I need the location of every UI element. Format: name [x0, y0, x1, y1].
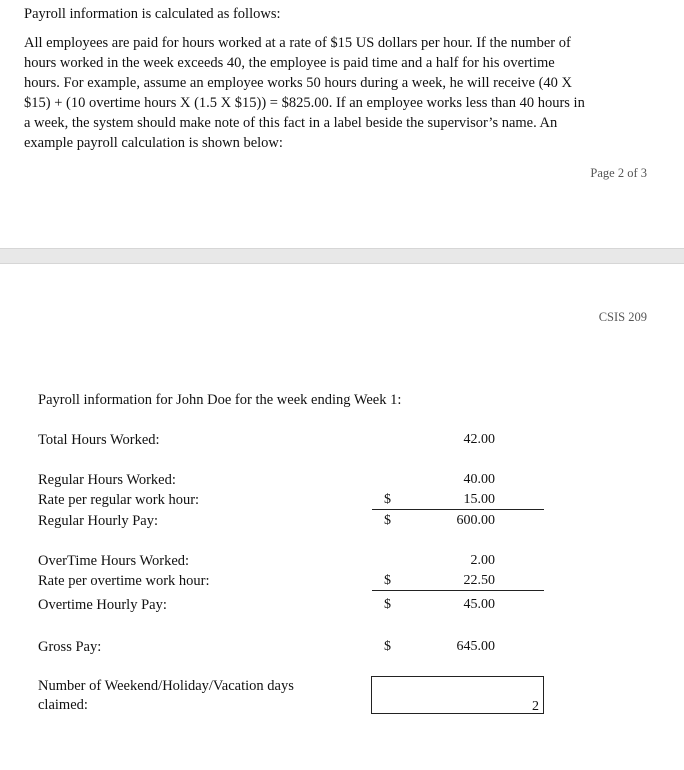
regular-pay-currency: $	[384, 513, 391, 528]
overtime-rate-value: 22.50	[463, 573, 495, 588]
overtime-pay-currency: $	[384, 597, 391, 612]
gross-pay-value: 645.00	[456, 639, 495, 654]
document-page-2	[0, 0, 684, 248]
paragraph-line: a week, the system should make note of this fact in a label beside the supervisor’s name. An	[24, 115, 558, 131]
total-hours-value: 42.00	[463, 432, 495, 447]
total-hours-label: Total Hours Worked:	[38, 432, 160, 448]
page-break-separator	[0, 248, 684, 264]
gross-pay-label: Gross Pay:	[38, 639, 102, 655]
regular-hours-value: 40.00	[463, 472, 495, 487]
regular-subtotal-rule	[372, 509, 544, 510]
payroll-description-paragraph	[24, 33, 654, 153]
regular-rate-label: Rate per regular work hour:	[38, 492, 200, 508]
claimed-days-label-line2: claimed:	[38, 697, 88, 713]
paragraph-line: All employees are paid for hours worked at a rate of $15 US dollars per hour. If the number of	[24, 35, 571, 51]
paragraph-line: hours. For example, assume an employee works 50 hours during a week, he will receive (40 X	[24, 75, 573, 91]
regular-rate-currency: $	[384, 492, 391, 507]
overtime-pay-label: Overtime Hourly Pay:	[38, 597, 167, 613]
overtime-pay-value: 45.00	[463, 597, 495, 612]
page-number-footer: Page 2 of 3	[590, 166, 647, 180]
regular-pay-value: 600.00	[456, 513, 495, 528]
overtime-subtotal-rule	[372, 590, 544, 591]
overtime-rate-label: Rate per overtime work hour:	[38, 573, 210, 589]
regular-rate-value: 15.00	[463, 492, 495, 507]
paragraph-line: hours worked in the week exceeds 40, the employee is paid time and a half for his overtime	[24, 55, 555, 71]
regular-pay-label: Regular Hourly Pay:	[38, 513, 159, 529]
gross-pay-currency: $	[384, 639, 391, 654]
claimed-days-field[interactable]	[371, 676, 544, 714]
overtime-rate-currency: $	[384, 573, 391, 588]
claimed-days-label-line1: Number of Weekend/Holiday/Vacation days	[38, 678, 294, 694]
paragraph-line: example payroll calculation is shown below:	[24, 135, 283, 151]
overtime-hours-value: 2.00	[470, 553, 495, 568]
section-heading: Payroll information is calculated as follows:	[24, 6, 281, 22]
payroll-title: Payroll information for John Doe for the week ending Week 1:	[38, 392, 402, 408]
claimed-days-value: 2	[532, 699, 539, 714]
paragraph-line: $15) + (10 overtime hours X (1.5 X $15)) = $825.00. If an employee works less than 40 hours in	[24, 95, 585, 111]
regular-hours-label: Regular Hours Worked:	[38, 472, 176, 488]
overtime-hours-label: OverTime Hours Worked:	[38, 553, 190, 569]
page-header: CSIS 209	[598, 310, 647, 324]
